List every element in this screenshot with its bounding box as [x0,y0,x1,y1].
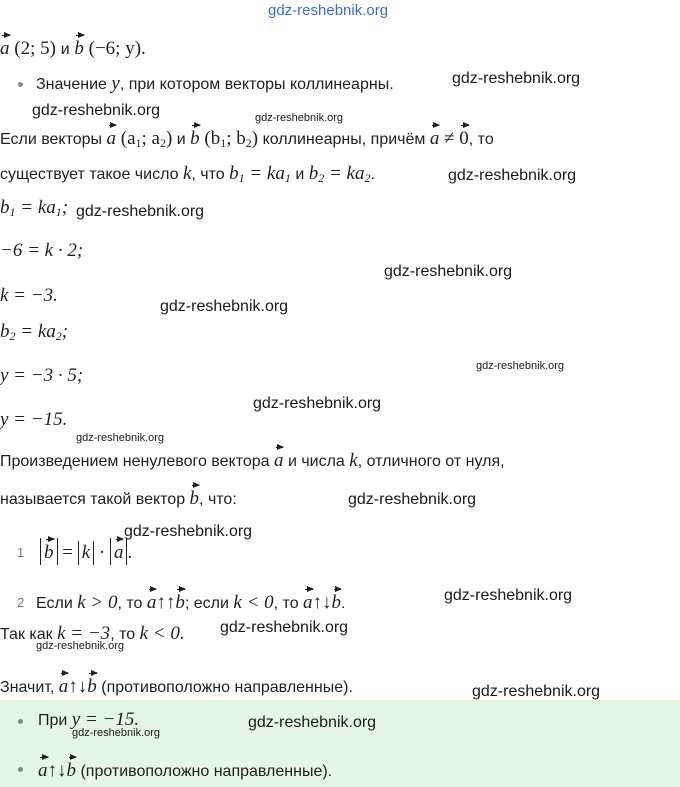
bullet-dot [18,82,23,87]
conclusion-text: Так как [0,626,53,643]
and-word: и [60,41,70,58]
vector-b: b [74,34,84,58]
watermark: gdz-reshebnik.org [76,203,205,220]
vector-b: b [190,484,200,508]
rule-text: , что [191,166,225,183]
answer-text: При [38,712,68,729]
magnitude-formula [40,538,132,565]
collinearity-rule-cont: существует такое число k, что $b_1 = ka_1$ и $b_2 = ka_2$. [0,163,375,185]
def-text: , отличного от нуля, [357,453,505,470]
eq-part: = ka [15,197,56,218]
watermark: gdz-reshebnik.org [268,2,389,19]
watermark: gdz-reshebnik.org [384,263,513,280]
rule-text: ; если [184,595,229,612]
eq-k: k = −3. [0,285,58,306]
watermark: gdz-reshebnik.org [32,102,161,119]
watermark: gdz-reshebnik.org [253,395,382,412]
watermark: gdz-reshebnik.org [220,619,349,636]
subscript: 1 [9,205,16,219]
coord-close: ) [166,128,173,149]
eq-y-calc: y = −3 · 5; [0,365,84,386]
watermark: gdz-reshebnik.org [160,298,289,315]
neq-sign: ≠ [444,128,455,149]
vector-a: a [274,446,284,470]
rule-text: , то [273,595,299,612]
collinearity-rule: Если векторы a ($a_1$; $a_2$) и b ($b_1$; $b_2$) коллинеарны, причём a ≠ 0, то [0,124,494,152]
coord-sep: ; a [141,128,160,149]
abs-k: k [78,541,94,565]
opposite-sign: ↑↓ [312,592,332,613]
period: . [127,542,133,563]
k-negative: k < 0 [233,592,274,613]
def-text: Произведением ненулевого вектора [0,453,270,470]
coord-open: (b [204,128,221,149]
watermark: gdz-reshebnik.org [72,727,161,739]
period: . [370,166,375,183]
rule-text: , то [117,595,143,612]
eq-sign: = [62,542,73,563]
eq-part: b [0,197,10,218]
eq-b2 [0,320,68,344]
and-word: и [295,166,305,183]
direction-rule: Если k > 0, то a↑↑b; если k < 0, то a↑↓b. [36,588,346,616]
vector-a-coords: (2; 5) [14,38,56,59]
answer-direction: a↑↓b (противоположно направленные). [38,756,332,784]
conclusion-direction: Значит, a↑↓b (противоположно направленные). [0,672,353,700]
rule-text-end: , то [468,131,494,148]
opposite-sign: ↑↓ [68,676,88,697]
subscript: 2 [55,329,62,343]
def-text: называется такой вектор [0,491,186,508]
eq-part: b [0,321,10,342]
conclusion-text: Значит, [0,679,55,696]
subscript: 2 [9,329,16,343]
watermark: gdz-reshebnik.org [448,167,577,184]
vector-b-coords: (−6; y). [88,38,146,59]
item-number: 2 [17,595,25,610]
watermark: gdz-reshebnik.org [76,432,165,444]
item-number: 1 [17,545,25,560]
codirected-sign: ↑↑ [156,592,176,613]
watermark: gdz-reshebnik.org [476,360,565,372]
var-k: k [182,163,192,184]
watermark: gdz-reshebnik.org [255,112,344,124]
bullet-dot [18,719,23,724]
answer-value: y = −15. [71,709,140,730]
rule-text: коллинеарны, причём [262,131,426,148]
vector-b: b [190,124,200,148]
task-question [36,72,394,97]
vector-a: a [430,124,440,148]
rule-text: существует такое число [0,166,179,183]
vector-b: b [44,538,54,562]
answer-text: (противоположно направленные). [80,763,333,780]
eq-part: ; [61,197,69,218]
watermark: gdz-reshebnik.org [444,587,573,604]
rule-text: Если [36,595,73,612]
watermark: gdz-reshebnik.org [36,640,125,652]
vector-a: a [107,124,117,148]
dot-sign: · [98,542,106,563]
eq-part: = ka [15,321,56,342]
bullet-dot [18,767,23,772]
period: . [341,595,346,612]
subscript: 1 [220,136,227,150]
eq-y-result: y = −15. [0,409,68,430]
subscript: 2 [245,136,252,150]
coord-open: (a [120,128,136,149]
subscript: 1 [135,136,142,150]
watermark: gdz-reshebnik.org [472,683,601,700]
conclusion-text: (противоположно направленные). [101,679,353,696]
eq-part: ; [61,321,69,342]
conclusion-text: , то [110,626,136,643]
watermark: gdz-reshebnik.org [124,523,253,540]
and-word: и [176,131,186,148]
subscript: 1 [55,205,62,219]
rule-text: Если векторы [0,131,103,148]
question-text: Значение [36,76,107,93]
question-text-end: , при котором векторы коллинеарны. [119,76,394,93]
given-vectors [0,34,146,62]
vector-a: a [114,538,124,562]
definition [0,446,505,474]
opposite-sign: ↑↓ [47,760,67,781]
eq-b1 [0,196,68,220]
k-negative: k < 0. [139,623,185,644]
subscript: 2 [160,136,166,150]
eq-minus6: −6 = k · 2; [0,240,84,261]
watermark: gdz-reshebnik.org [452,70,581,87]
k-value: k = −3 [57,623,111,644]
var-y: y [111,73,120,94]
def-text: и числа [287,453,345,470]
definition-cont [0,484,237,512]
watermark: gdz-reshebnik.org [248,714,377,731]
k-positive: k > 0 [77,592,118,613]
vector-a: a [0,34,10,58]
def-text: , что: [199,491,237,508]
zero-vector: 0 [459,124,469,148]
var-k: k [349,450,358,471]
watermark: gdz-reshebnik.org [348,491,477,508]
